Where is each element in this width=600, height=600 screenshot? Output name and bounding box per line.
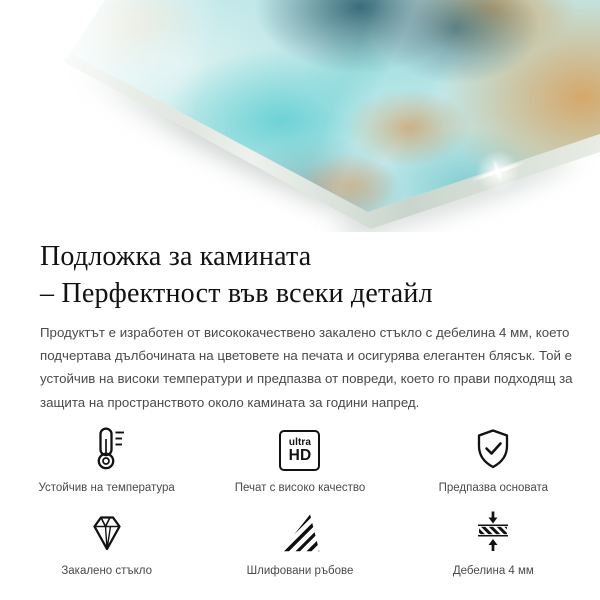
page-title-line1: Подложка за камината bbox=[40, 241, 312, 272]
feature-protects-base bbox=[397, 424, 590, 494]
product-text-section bbox=[0, 232, 600, 414]
product-hero-image bbox=[0, 0, 600, 232]
feature-label: Дебелина 4 мм bbox=[452, 564, 534, 577]
feature-label: Устойчив на температура bbox=[38, 481, 175, 494]
feature-temperature bbox=[10, 424, 203, 494]
glass-marble-print bbox=[0, 0, 600, 232]
feature-grid bbox=[0, 424, 600, 577]
feature-print-quality bbox=[203, 424, 396, 494]
page-title bbox=[40, 238, 560, 312]
feature-polished-edges bbox=[203, 507, 396, 577]
thickness-icon bbox=[471, 507, 515, 554]
page-title-line2: – Перфектност във всеки детайл bbox=[40, 278, 433, 309]
feature-label: Шлифовани ръбове bbox=[246, 564, 354, 577]
feature-label: Печат с високо качество bbox=[234, 481, 366, 494]
ultra-hd-icon bbox=[279, 424, 320, 471]
polished-edges-icon bbox=[278, 507, 322, 554]
ultra-hd-icon-text-bottom: HD bbox=[288, 446, 312, 464]
diamond-icon bbox=[84, 507, 130, 554]
feature-thickness bbox=[397, 507, 590, 577]
feature-label: Предпазва основата bbox=[438, 481, 549, 494]
shield-check-icon bbox=[471, 424, 515, 471]
thermometer-icon bbox=[84, 424, 130, 471]
feature-tempered-glass bbox=[10, 507, 203, 577]
product-description: Продуктът е изработен от висококачествено закалено стъкло с дебелина 4 мм, което подчертава дълбочината на цветовете на печата и осигурява елегантен блясък. Той е устойчив на високи температури и предпазва от повреди, което го прави подходящ за защита на пространството около камината за години напред. bbox=[40, 325, 573, 410]
feature-label: Закалено стъкло bbox=[61, 564, 152, 577]
ultra-hd-icon-text-top: ultra bbox=[288, 436, 312, 448]
